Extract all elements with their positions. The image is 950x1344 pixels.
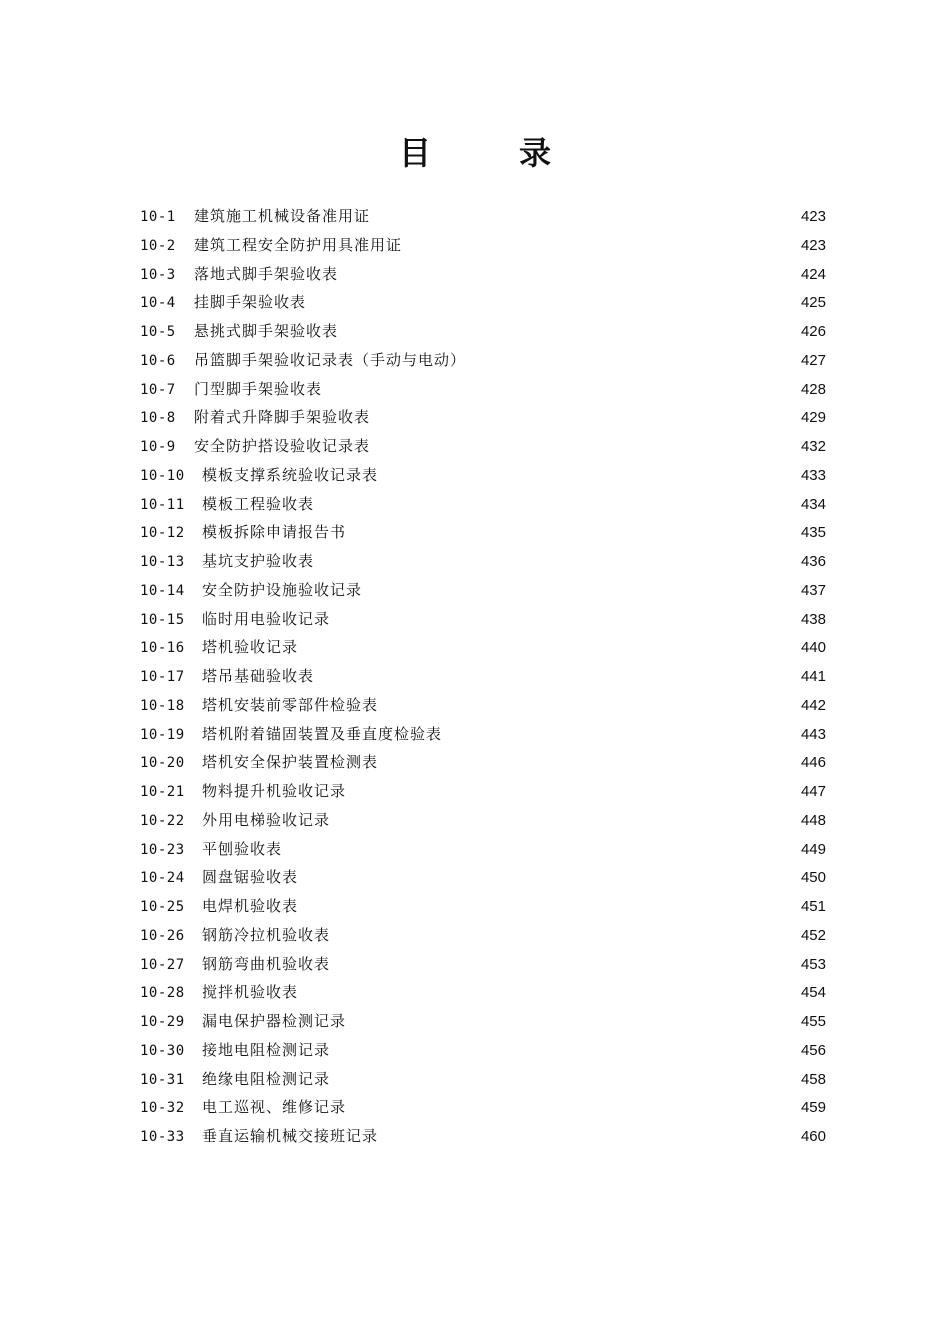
toc-entry-number: 10-23 [140, 841, 185, 858]
toc-entry-title: 电工巡视、维修记录 [202, 1098, 347, 1117]
toc-entry[interactable] [140, 694, 826, 723]
toc-entry-page: 424 [800, 265, 826, 283]
toc-entry-page: 436 [800, 553, 826, 570]
toc-entry[interactable] [140, 378, 826, 407]
toc-entry[interactable] [140, 435, 826, 464]
toc-leader-dots [300, 636, 799, 652]
toc-entry-title: 电焊机验收表 [202, 897, 299, 915]
toc-leader-dots [348, 780, 799, 796]
toc-entry-number: 10-21 [140, 784, 185, 800]
toc-entry[interactable] [140, 1039, 826, 1068]
toc-entry-number: 10-3 [140, 266, 176, 283]
toc-leader-dots [316, 493, 799, 509]
toc-entry-number: 10-24 [140, 870, 185, 887]
toc-entry-number: 10-32 [140, 1100, 185, 1117]
toc-entry[interactable] [140, 521, 826, 550]
toc-entry-title: 塔机附着锚固装置及垂直度检验表 [202, 724, 443, 743]
toc-entry-title: 建筑施工机械设备准用证 [194, 207, 371, 225]
toc-entry-number: 10-19 [140, 726, 185, 743]
toc-entry-page: 434 [800, 495, 826, 513]
toc-entry-page: 449 [800, 840, 826, 858]
toc-leader-dots [364, 579, 799, 595]
toc-entry-page: 427 [800, 351, 826, 369]
toc-leader-dots [332, 924, 799, 940]
toc-entry-page: 426 [800, 323, 826, 340]
toc-entry-page: 438 [800, 610, 826, 628]
toc-entry-title: 塔机安全保护装置检测表 [202, 753, 379, 772]
toc-entry-page: 456 [800, 1041, 826, 1059]
toc-entry-page: 428 [800, 380, 826, 398]
toc-entry-page: 460 [800, 1128, 826, 1145]
toc-leader-dots [350, 320, 799, 336]
toc-entry-number: 10-12 [140, 525, 185, 542]
toc-leader-dots [414, 234, 799, 250]
toc-entry-number: 10-29 [140, 1014, 185, 1030]
toc-leader-dots [348, 1096, 799, 1112]
toc-entry-number: 10-30 [140, 1042, 185, 1059]
toc-entry-number: 10-33 [140, 1129, 185, 1145]
toc-entry-page: 435 [800, 524, 826, 542]
toc-leader-dots [318, 291, 799, 307]
toc-leader-dots [300, 981, 799, 997]
toc-entry[interactable] [140, 464, 826, 493]
toc-entry-number: 10-18 [140, 697, 185, 714]
toc-entry-page: 447 [800, 783, 826, 800]
toc-entry-page: 454 [800, 984, 826, 1002]
toc-entry-page: 451 [800, 898, 826, 915]
toc-entry[interactable] [140, 1068, 826, 1097]
toc-leader-dots [382, 435, 799, 451]
toc-entry[interactable] [140, 291, 826, 320]
toc-entry-number: 10-17 [140, 669, 185, 685]
toc-entry-title: 门型脚手架验收表 [194, 379, 323, 398]
toc-entry-title: 模板拆除申请报告书 [202, 523, 347, 542]
toc-entry-number: 10-5 [140, 324, 176, 340]
toc-leader-dots [380, 1125, 799, 1141]
table-of-contents [140, 205, 826, 1154]
toc-entry-page: 433 [800, 466, 826, 484]
toc-entry-page: 446 [800, 754, 826, 772]
toc-entry-page: 453 [800, 955, 826, 973]
toc-entry-title: 塔机安装前零部件检验表 [202, 695, 379, 714]
toc-entry-number: 10-22 [140, 812, 185, 829]
toc-entry-title: 模板支撑系统验收记录表 [202, 465, 379, 484]
toc-entry-number: 10-27 [140, 956, 185, 973]
toc-entry[interactable] [140, 1096, 826, 1125]
toc-entry[interactable] [140, 493, 826, 522]
toc-entry-title: 临时用电验收记录 [202, 609, 331, 628]
toc-entry-number: 10-15 [140, 611, 185, 628]
toc-entry-title: 钢筋冷拉机验收表 [202, 925, 331, 944]
toc-entry[interactable] [140, 579, 826, 608]
toc-entry[interactable] [140, 665, 826, 694]
toc-entry-title: 落地式脚手架验收表 [194, 264, 339, 283]
toc-entry-title: 安全防护设施验收记录 [202, 580, 363, 599]
toc-entry-page: 429 [800, 409, 826, 427]
page-title: 目 录 [398, 134, 579, 172]
toc-entry-title: 漏电保护器检测记录 [202, 1012, 347, 1030]
toc-entry-page: 455 [800, 1013, 826, 1030]
toc-entry-title: 挂脚手架验收表 [194, 293, 307, 312]
toc-entry-number: 10-28 [140, 985, 185, 1002]
toc-leader-dots [348, 521, 799, 537]
toc-entry-title: 接地电阻检测记录 [202, 1040, 331, 1059]
toc-leader-dots [284, 838, 799, 854]
toc-entry-page: 458 [800, 1070, 826, 1088]
toc-entry-title: 基坑支护验收表 [202, 552, 315, 570]
toc-entry[interactable] [140, 205, 826, 234]
toc-entry-number: 10-25 [140, 899, 185, 915]
toc-entry[interactable] [140, 751, 826, 780]
toc-entry-number: 10-31 [140, 1071, 185, 1088]
toc-leader-dots [300, 866, 799, 882]
toc-leader-dots [300, 895, 799, 911]
toc-entry-title: 附着式升降脚手架验收表 [194, 408, 371, 427]
toc-entry-title: 模板工程验收表 [202, 494, 315, 513]
toc-entry[interactable] [140, 406, 826, 435]
toc-entry-title: 钢筋弯曲机验收表 [202, 954, 331, 973]
toc-entry-number: 10-11 [140, 496, 185, 513]
toc-entry-page: 441 [800, 668, 826, 685]
toc-entry[interactable] [140, 608, 826, 637]
toc-entry[interactable] [140, 349, 826, 378]
toc-entry[interactable] [140, 1125, 826, 1154]
toc-entry[interactable] [140, 263, 826, 292]
toc-entry-page: 448 [800, 811, 826, 829]
toc-entry-page: 423 [800, 208, 826, 225]
toc-entry[interactable] [140, 809, 826, 838]
toc-entry-page: 425 [800, 294, 826, 312]
toc-leader-dots [444, 723, 799, 739]
toc-leader-dots [332, 809, 799, 825]
toc-entry[interactable] [140, 550, 826, 579]
toc-entry-number: 10-26 [140, 927, 185, 944]
toc-entry-number: 10-1 [140, 209, 176, 225]
toc-entry-title: 圆盘锯验收表 [202, 868, 299, 887]
toc-leader-dots [380, 694, 799, 710]
toc-entry-title: 搅拌机验收表 [202, 983, 299, 1002]
toc-entry[interactable] [140, 866, 826, 895]
toc-entry-page: 432 [800, 438, 826, 455]
toc-entry-title: 悬挑式脚手架验收表 [194, 322, 339, 340]
toc-entry[interactable] [140, 636, 826, 665]
toc-entry[interactable] [140, 1010, 826, 1039]
toc-entry-number: 10-6 [140, 352, 176, 369]
toc-entry[interactable] [140, 723, 826, 752]
toc-entry-title: 垂直运输机械交接班记录 [202, 1127, 379, 1145]
toc-entry-page: 423 [800, 236, 826, 254]
toc-entry-page: 440 [800, 639, 826, 657]
toc-entry-number: 10-4 [140, 295, 176, 312]
toc-entry-number: 10-16 [140, 640, 185, 657]
toc-leader-dots [382, 406, 799, 422]
toc-entry-number: 10-20 [140, 755, 185, 772]
toc-entry-page: 450 [800, 869, 826, 887]
toc-entry-title: 绝缘电阻检测记录 [202, 1069, 331, 1088]
toc-leader-dots [332, 1039, 799, 1055]
toc-entry-title: 吊篮脚手架验收记录表（手动与电动） [194, 350, 467, 369]
toc-entry[interactable] [140, 320, 826, 349]
toc-entry-number: 10-8 [140, 410, 176, 427]
toc-entry-title: 建筑工程安全防护用具准用证 [194, 235, 403, 254]
toc-entry[interactable] [140, 838, 826, 867]
toc-leader-dots [390, 464, 799, 480]
toc-entry-page: 452 [800, 926, 826, 944]
toc-entry-page: 459 [800, 1099, 826, 1117]
toc-entry-number: 10-9 [140, 439, 176, 455]
toc-entry-title: 物料提升机验收记录 [202, 782, 347, 800]
toc-leader-dots [478, 349, 799, 365]
toc-entry-title: 安全防护搭设验收记录表 [194, 437, 371, 455]
toc-entry-title: 塔机验收记录 [202, 638, 299, 657]
toc-entry-number: 10-10 [140, 467, 185, 484]
toc-entry-number: 10-7 [140, 381, 176, 398]
toc-entry[interactable] [140, 981, 826, 1010]
toc-leader-dots [334, 378, 799, 394]
toc-entry[interactable] [140, 895, 826, 924]
toc-entry-title: 塔吊基础验收表 [202, 667, 315, 685]
toc-leader-dots [332, 608, 799, 624]
toc-entry[interactable] [140, 234, 826, 263]
toc-entry-number: 10-14 [140, 582, 185, 599]
toc-leader-dots [332, 1068, 799, 1084]
toc-entry-title: 外用电梯验收记录 [202, 810, 331, 829]
toc-leader-dots [348, 1010, 799, 1026]
toc-entry-title: 平刨验收表 [202, 839, 283, 858]
toc-entry-number: 10-13 [140, 554, 185, 570]
toc-leader-dots [316, 550, 799, 566]
toc-leader-dots [332, 953, 799, 969]
toc-leader-dots [316, 665, 799, 681]
toc-entry-number: 10-2 [140, 237, 176, 254]
toc-entry[interactable] [140, 953, 826, 982]
toc-entry-page: 442 [800, 696, 826, 714]
toc-entry-page: 437 [800, 581, 826, 599]
toc-entry[interactable] [140, 924, 826, 953]
toc-leader-dots [382, 205, 799, 221]
toc-leader-dots [380, 751, 799, 767]
toc-leader-dots [350, 263, 799, 279]
toc-entry[interactable] [140, 780, 826, 809]
toc-entry-page: 443 [800, 725, 826, 743]
